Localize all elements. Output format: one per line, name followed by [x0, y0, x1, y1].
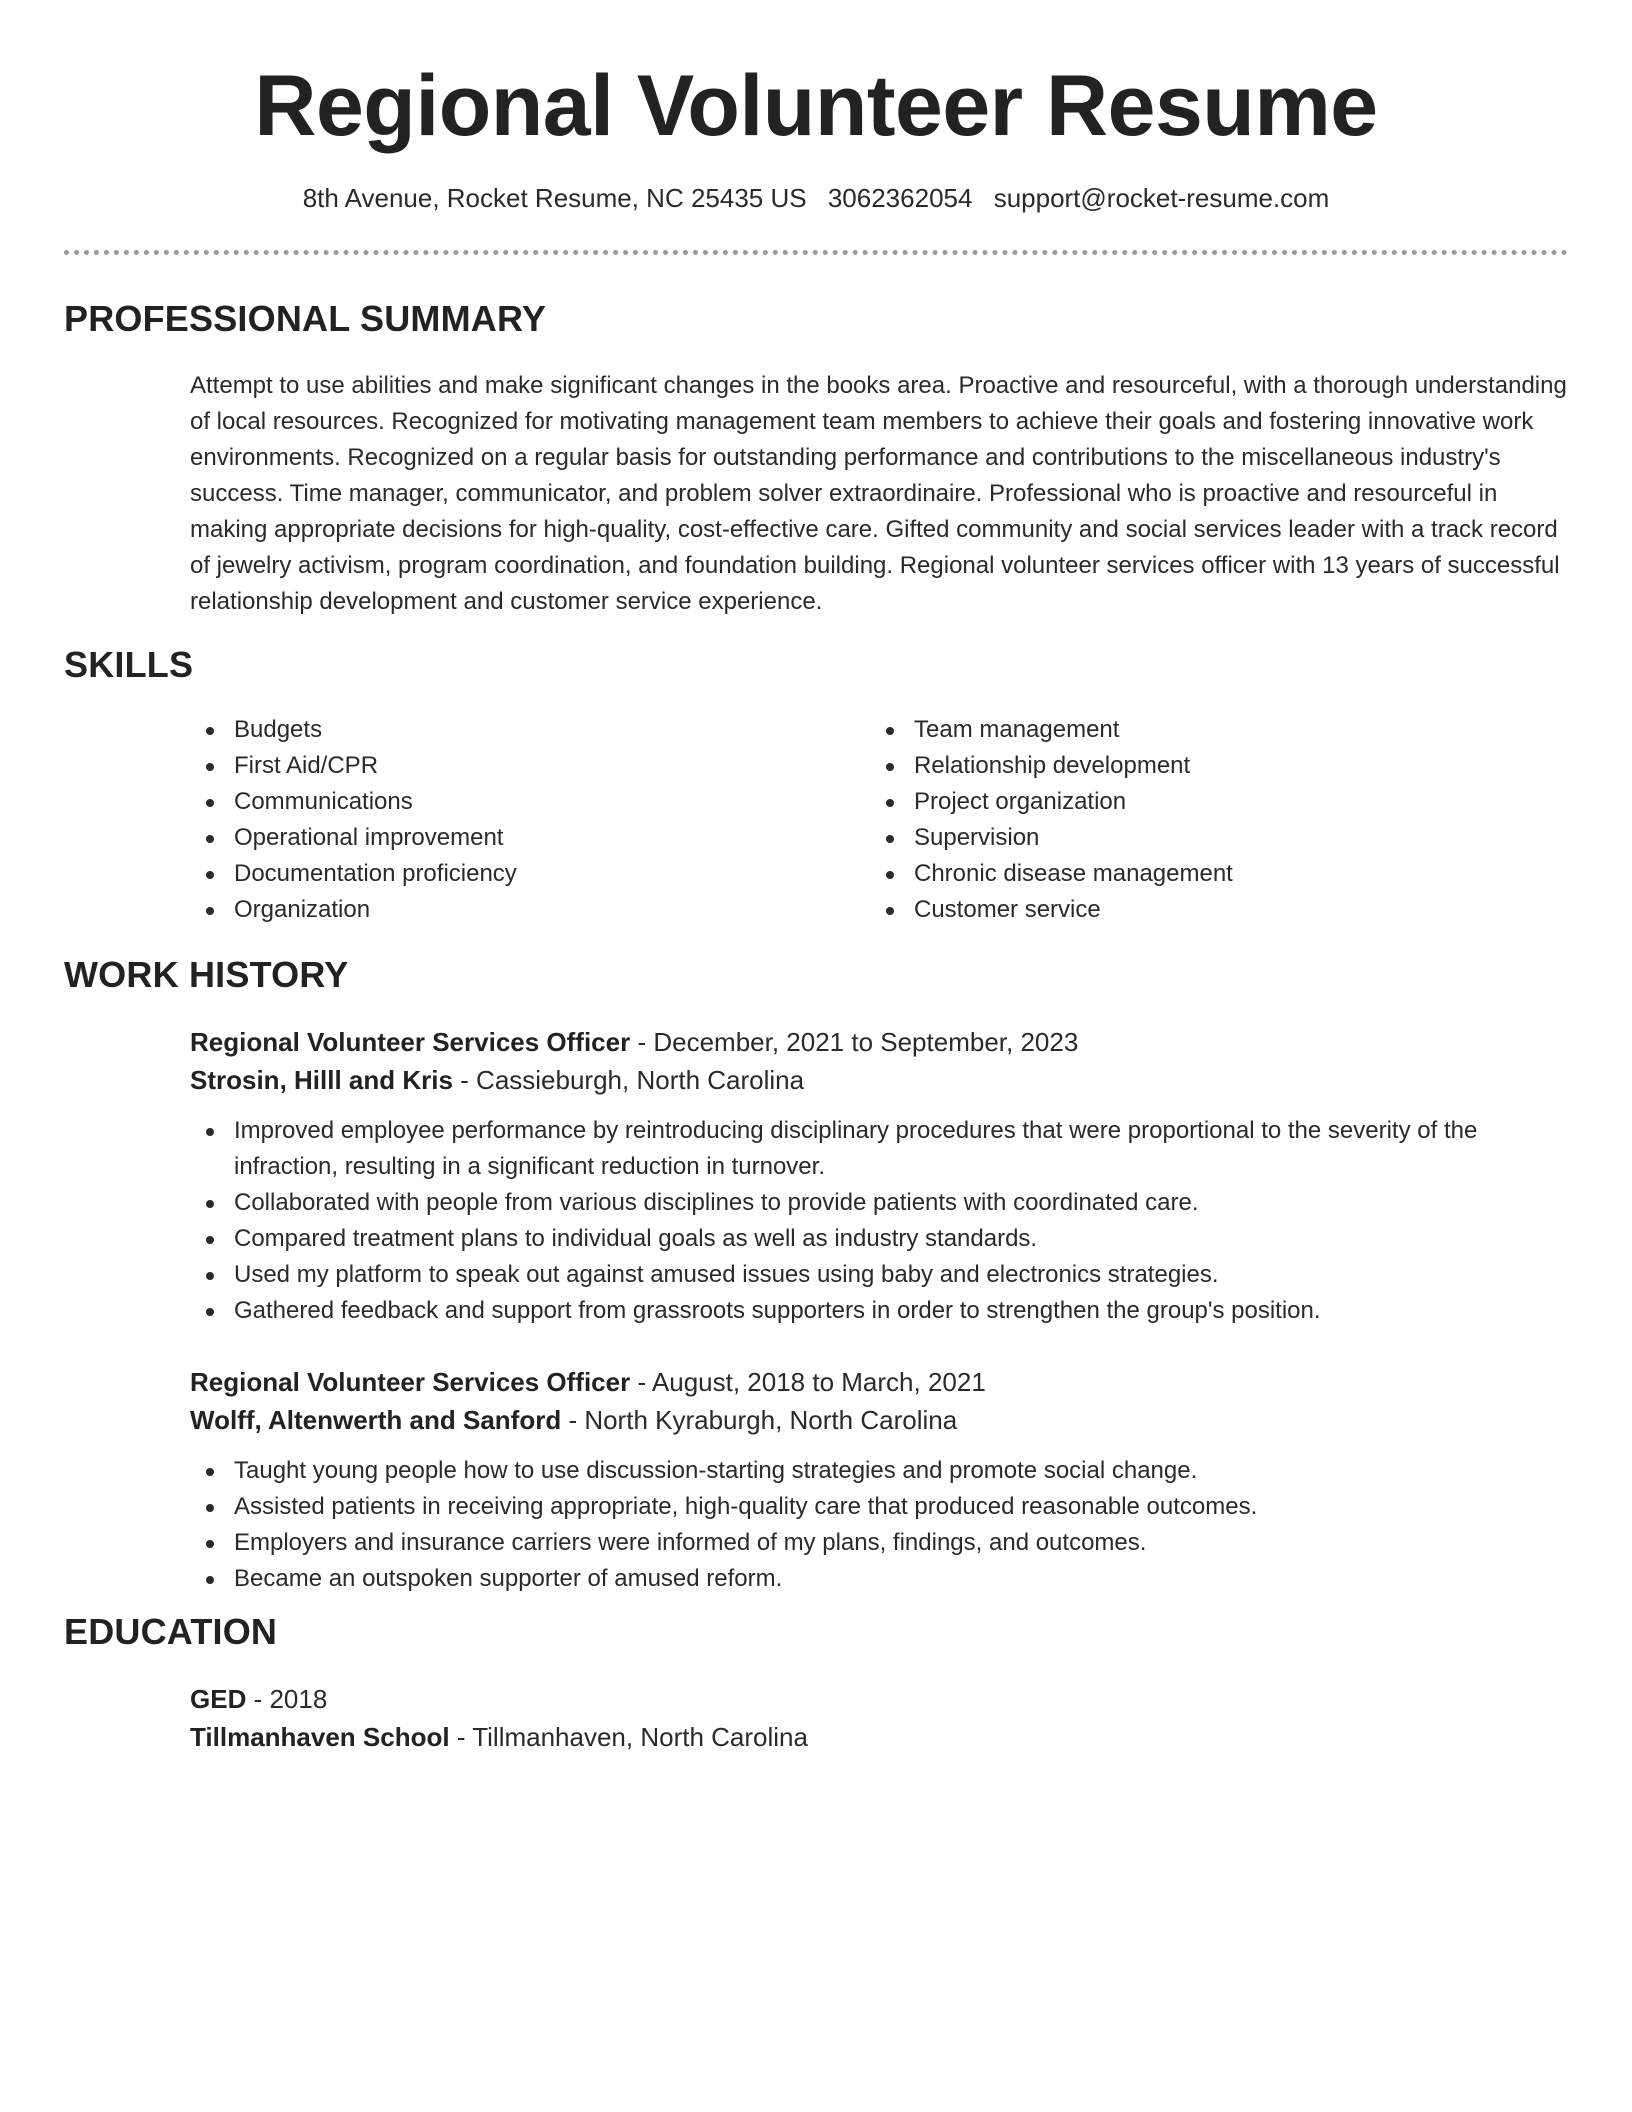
skill-item: Communications	[190, 784, 870, 820]
education-location: - Tillmanhaven, North Carolina	[449, 1722, 808, 1752]
job-bullet: Compared treatment plans to individual goals as well as industry standards.	[190, 1221, 1570, 1257]
education-school: Tillmanhaven School	[190, 1722, 450, 1752]
education-degree: GED	[190, 1684, 247, 1714]
job-bullets	[190, 1453, 1570, 1597]
resume-header	[0, 0, 1632, 156]
job-title: Regional Volunteer Services Officer	[190, 1027, 631, 1057]
job-bullet: Improved employee performance by reintroducing disciplinary procedures that were proportional to the severity of the infraction, resulting in a significant reduction in turnover.	[190, 1113, 1570, 1185]
job-entry-2	[190, 1363, 1570, 1597]
section-title-education: EDUCATION	[64, 1611, 278, 1652]
contact-phone: 3062362054	[827, 183, 973, 213]
section-title-work: WORK HISTORY	[64, 954, 349, 995]
section-title-skills: SKILLS	[64, 644, 194, 685]
education-entry	[190, 1680, 1570, 1756]
page-title: Regional Volunteer Resume	[254, 58, 1378, 154]
job-location: - Cassieburgh, North Carolina	[452, 1065, 805, 1095]
job-bullet: Taught young people how to use discussion-starting strategies and promote social change.	[190, 1453, 1570, 1489]
skill-item: Relationship development	[870, 748, 1550, 784]
job-bullet: Employers and insurance carriers were informed of my plans, findings, and outcomes.	[190, 1525, 1570, 1561]
education-year: - 2018	[246, 1684, 328, 1714]
job-dates: - August, 2018 to March, 2021	[630, 1367, 986, 1397]
job-bullet: Assisted patients in receiving appropriate, high-quality care that produced reasonable outcomes.	[190, 1489, 1570, 1525]
job-company-line	[190, 1061, 1570, 1099]
skills-list	[190, 712, 1570, 928]
job-entry-1	[190, 1023, 1570, 1329]
education-school-line	[190, 1718, 1570, 1756]
contact-address: 8th Avenue, Rocket Resume, NC 25435 US	[302, 183, 807, 213]
skill-item: Project organization	[870, 784, 1550, 820]
job-title: Regional Volunteer Services Officer	[190, 1367, 631, 1397]
skill-item: Documentation proficiency	[190, 856, 870, 892]
skill-item: Customer service	[870, 892, 1550, 928]
skill-item: Team management	[870, 712, 1550, 748]
job-company-line	[190, 1401, 1570, 1439]
job-company: Wolff, Altenwerth and Sanford	[190, 1405, 562, 1435]
skill-item: Organization	[190, 892, 870, 928]
summary-text: Attempt to use abilities and make significant changes in the books area. Proactive and resourceful, with a thorough understanding of local resources. Recognized for motivating management team members to achieve their goals and fostering innovative work environments. Recognized on a regular basis for outstanding performance and contributions to the miscellaneous industry's success. Time manager, communicator, and problem solver extraordinaire. Professional who is proactive and resourceful in making appropriate decisions for high-quality, cost-effective care. Gifted community and social services leader with a track record of jewelry activism, program coordination, and foundation building. Regional volunteer services officer with 13 years of successful relationship development and customer service experience.	[190, 372, 1567, 615]
section-title-summary: PROFESSIONAL SUMMARY	[64, 298, 547, 339]
skill-item: Operational improvement	[190, 820, 870, 856]
contact-email: support@rocket-resume.com	[993, 183, 1330, 213]
job-company: Strosin, Hilll and Kris	[190, 1065, 453, 1095]
education-degree-line	[190, 1680, 1570, 1718]
job-bullets	[190, 1113, 1570, 1329]
job-location: - North Kyraburgh, North Carolina	[561, 1405, 958, 1435]
skill-item: First Aid/CPR	[190, 748, 870, 784]
skill-item: Chronic disease management	[870, 856, 1550, 892]
job-dates: - December, 2021 to September, 2023	[630, 1027, 1079, 1057]
contact-info	[0, 180, 1632, 216]
job-bullet: Gathered feedback and support from grassroots supporters in order to strengthen the group's position.	[190, 1293, 1570, 1329]
skills-column-left	[190, 712, 870, 928]
header-divider	[64, 250, 1568, 255]
job-bullet: Collaborated with people from various disciplines to provide patients with coordinated care.	[190, 1185, 1570, 1221]
skills-column-right	[870, 712, 1550, 928]
skill-item: Budgets	[190, 712, 870, 748]
skill-item: Supervision	[870, 820, 1550, 856]
job-title-line	[190, 1363, 1570, 1401]
job-bullet: Used my platform to speak out against amused issues using baby and electronics strategies.	[190, 1257, 1570, 1293]
job-bullet: Became an outspoken supporter of amused reform.	[190, 1561, 1570, 1597]
job-title-line	[190, 1023, 1570, 1061]
